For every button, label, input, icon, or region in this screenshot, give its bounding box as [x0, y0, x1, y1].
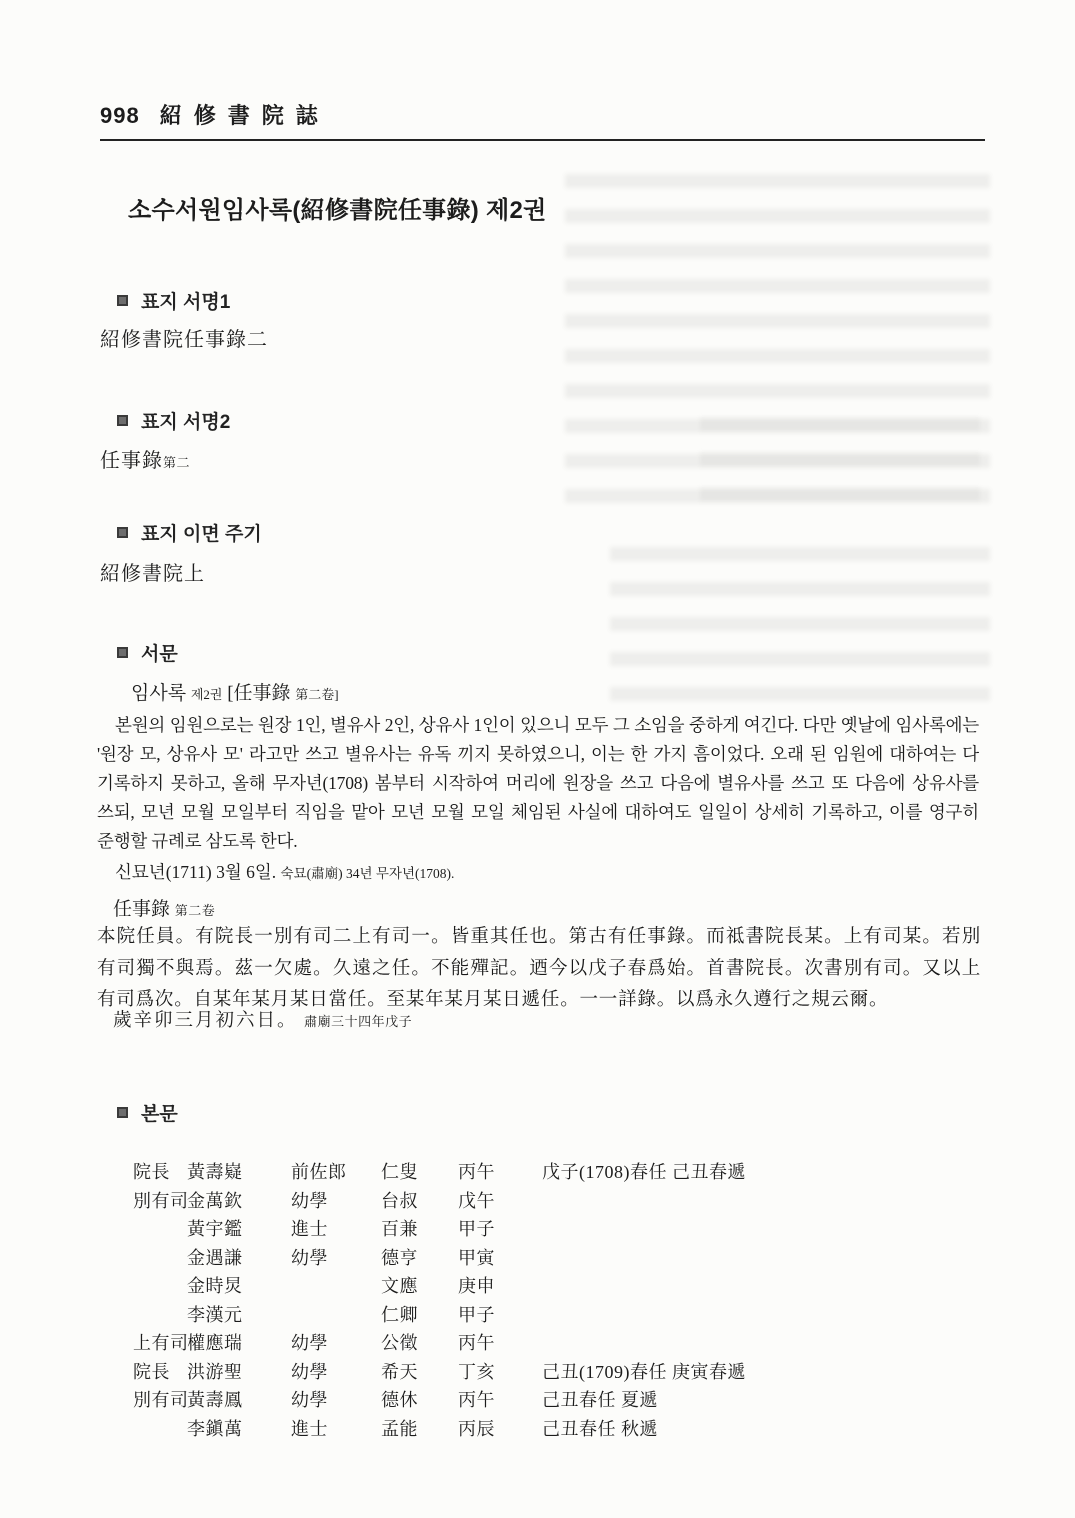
section-heading-cover-note — [117, 519, 262, 546]
roster-courtesy-name: 仁卿 — [381, 1304, 418, 1325]
preface-subtitle-han: [任事錄 — [227, 683, 291, 704]
roster-role: 別有司 — [133, 1190, 189, 1211]
roster-tenure-note: 己丑春任 夏遞 — [542, 1390, 658, 1411]
roster-name: 李鎭萬 — [187, 1418, 243, 1439]
roster-rank: 進士 — [291, 1219, 328, 1240]
hanmun-colophon-main: 歲辛卯三月初六日。 — [113, 1011, 298, 1031]
section-bullet — [117, 415, 128, 426]
roster-birth-year: 丙辰 — [458, 1418, 495, 1439]
section-bullet — [117, 647, 128, 658]
preface-subtitle — [131, 678, 339, 705]
roster-courtesy-name: 百兼 — [381, 1219, 418, 1240]
hanmun-title-sub: 第二卷 — [174, 903, 216, 918]
section-heading-cover-title1 — [117, 287, 230, 314]
roster-courtesy-name: 仁叟 — [381, 1162, 418, 1183]
roster-courtesy-name: 希天 — [381, 1361, 418, 1382]
roster-rank: 幼學 — [291, 1190, 328, 1211]
table-row — [133, 1414, 933, 1443]
roster-courtesy-name: 台叔 — [381, 1190, 418, 1211]
section-heading-preface — [117, 639, 178, 666]
roster-courtesy-name: 德亨 — [381, 1247, 418, 1268]
roster-role: 院長 — [133, 1162, 170, 1183]
section-heading-label: 표지 서명1 — [141, 292, 231, 313]
preface-date-sub: 숙묘(肅廟) 34년 무자년(1708). — [280, 866, 455, 881]
preface-subtitle-han-sub: 第二卷] — [295, 687, 339, 702]
roster-courtesy-name: 德休 — [381, 1390, 418, 1411]
table-row — [133, 1243, 933, 1272]
roster-name: 金時炅 — [187, 1276, 243, 1297]
officials-roster — [133, 1157, 933, 1442]
cover-title1-text: 紹修書院任事錄二 — [100, 329, 268, 351]
page-bleed-through — [700, 408, 980, 518]
section-heading-label: 서문 — [141, 644, 178, 665]
table-row — [133, 1357, 933, 1386]
cover-note-text: 紹修書院上 — [100, 563, 205, 585]
table-row — [133, 1157, 933, 1186]
section-bullet — [117, 1107, 128, 1118]
section-heading-label: 표지 서명2 — [141, 412, 231, 433]
hanmun-colophon-sub: 肅廟三十四年戊子 — [304, 1014, 413, 1029]
roster-birth-year: 丙午 — [458, 1390, 495, 1411]
section-heading-label: 표지 이면 주기 — [141, 524, 262, 545]
roster-name: 權應瑞 — [187, 1333, 243, 1354]
preface-subtitle-ko: 임사록 — [131, 683, 187, 704]
roster-name: 金遇謙 — [187, 1247, 243, 1268]
hanmun-paragraph: 本院任員。有院長一別有司二上有司一。皆重其任也。第古有任事錄。而祗書院長某。上有司某。若別有司獨不與焉。茲一欠處。久遠之任。不能殫記。迺今以戊子春爲始。首書院長。次書別有司。又以上有司爲次。自某年某月某日當任。至某年某月某日遞任。一一詳錄。以爲永久遵行之規云爾。 — [97, 927, 981, 1010]
document-title: 소수서원임사록(紹修書院任事錄) 제2권 — [128, 197, 547, 224]
roster-birth-year: 丙午 — [458, 1333, 495, 1354]
section-bullet — [117, 527, 128, 538]
roster-name: 洪游聖 — [187, 1361, 243, 1382]
table-row — [133, 1271, 933, 1300]
roster-name: 黃宇鑑 — [187, 1219, 243, 1240]
roster-tenure-note: 己丑春任 秋遞 — [542, 1418, 658, 1439]
section-heading-cover-title2 — [117, 407, 230, 434]
section-heading-main — [117, 1099, 178, 1126]
roster-birth-year: 甲寅 — [458, 1247, 495, 1268]
roster-rank: 進士 — [291, 1418, 328, 1439]
cover-title2-sub: 第二 — [163, 455, 191, 470]
section-heading-label: 본문 — [141, 1104, 178, 1125]
roster-birth-year: 庚申 — [458, 1276, 495, 1297]
hanmun-title — [113, 894, 215, 921]
running-header — [100, 99, 985, 141]
roster-name: 李漢元 — [187, 1304, 243, 1325]
roster-name: 黃壽嶷 — [187, 1162, 243, 1183]
roster-courtesy-name: 公徵 — [381, 1333, 418, 1354]
table-row — [133, 1300, 933, 1329]
preface-date — [97, 859, 897, 884]
cover-title2-main: 任事錄 — [100, 450, 163, 472]
cover-title2-text — [100, 444, 190, 473]
roster-rank: 幼學 — [291, 1390, 328, 1411]
roster-name: 金萬欽 — [187, 1190, 243, 1211]
section-bullet — [117, 295, 128, 306]
roster-courtesy-name: 孟能 — [381, 1418, 418, 1439]
roster-name: 黃壽鳳 — [187, 1390, 243, 1411]
page-bleed-through — [565, 165, 990, 510]
roster-rank: 幼學 — [291, 1247, 328, 1268]
roster-rank: 幼學 — [291, 1333, 328, 1354]
roster-birth-year: 甲子 — [458, 1304, 495, 1325]
page-bleed-through — [610, 538, 990, 713]
book-title: 紹修書院誌 — [159, 103, 330, 128]
page-number: 998 — [100, 103, 140, 128]
roster-rank: 前佐郎 — [291, 1162, 347, 1183]
preface-date-main: 신묘년(1711) 3월 6일. — [115, 862, 277, 882]
roster-role: 院長 — [133, 1361, 170, 1382]
preface-paragraph: 본원의 임원으로는 원장 1인, 별유사 2인, 상유사 1인이 있으니 모두 그 소임을 중하게 여긴다. 다만 옛날에 임사록에는 '원장 모, 상유사 모' 라고만 쓰고 별유사는 유독 끼지 못하였으니, 이는 한 가지 흠이었다. 오래 된 임원에 대하여는 다 기록하지 못하고, 올해 무자년(1708) 봄부터 시작하여 머리에 원장을 쓰고 다음에 별유사를 쓰고 또 다음에 상유사를 쓰되, 모년 모월 모일부터 직임을 맡아 모년 모월 모일 체임된 사실에 대하여도 일일이 상세히 기록하고, 이를 영구히 준행할 규례로 삼도록 한다. — [97, 715, 979, 851]
roster-rank: 幼學 — [291, 1361, 328, 1382]
table-row — [133, 1328, 933, 1357]
hanmun-colophon — [113, 1006, 412, 1032]
roster-tenure-note: 己丑(1709)春任 庚寅春遞 — [542, 1361, 746, 1382]
roster-role: 別有司 — [133, 1390, 189, 1411]
table-row — [133, 1385, 933, 1414]
roster-courtesy-name: 文應 — [381, 1276, 418, 1297]
table-row — [133, 1214, 933, 1243]
roster-birth-year: 丙午 — [458, 1162, 495, 1183]
roster-birth-year: 甲子 — [458, 1219, 495, 1240]
hanmun-title-main: 任事錄 — [113, 899, 171, 920]
table-row — [133, 1186, 933, 1215]
roster-tenure-note: 戊子(1708)春任 己丑春遞 — [542, 1162, 746, 1183]
roster-birth-year: 丁亥 — [458, 1361, 495, 1382]
roster-role: 上有司 — [133, 1333, 189, 1354]
preface-subtitle-ko-sub: 제2권 — [190, 687, 223, 702]
roster-birth-year: 戊午 — [458, 1190, 495, 1211]
